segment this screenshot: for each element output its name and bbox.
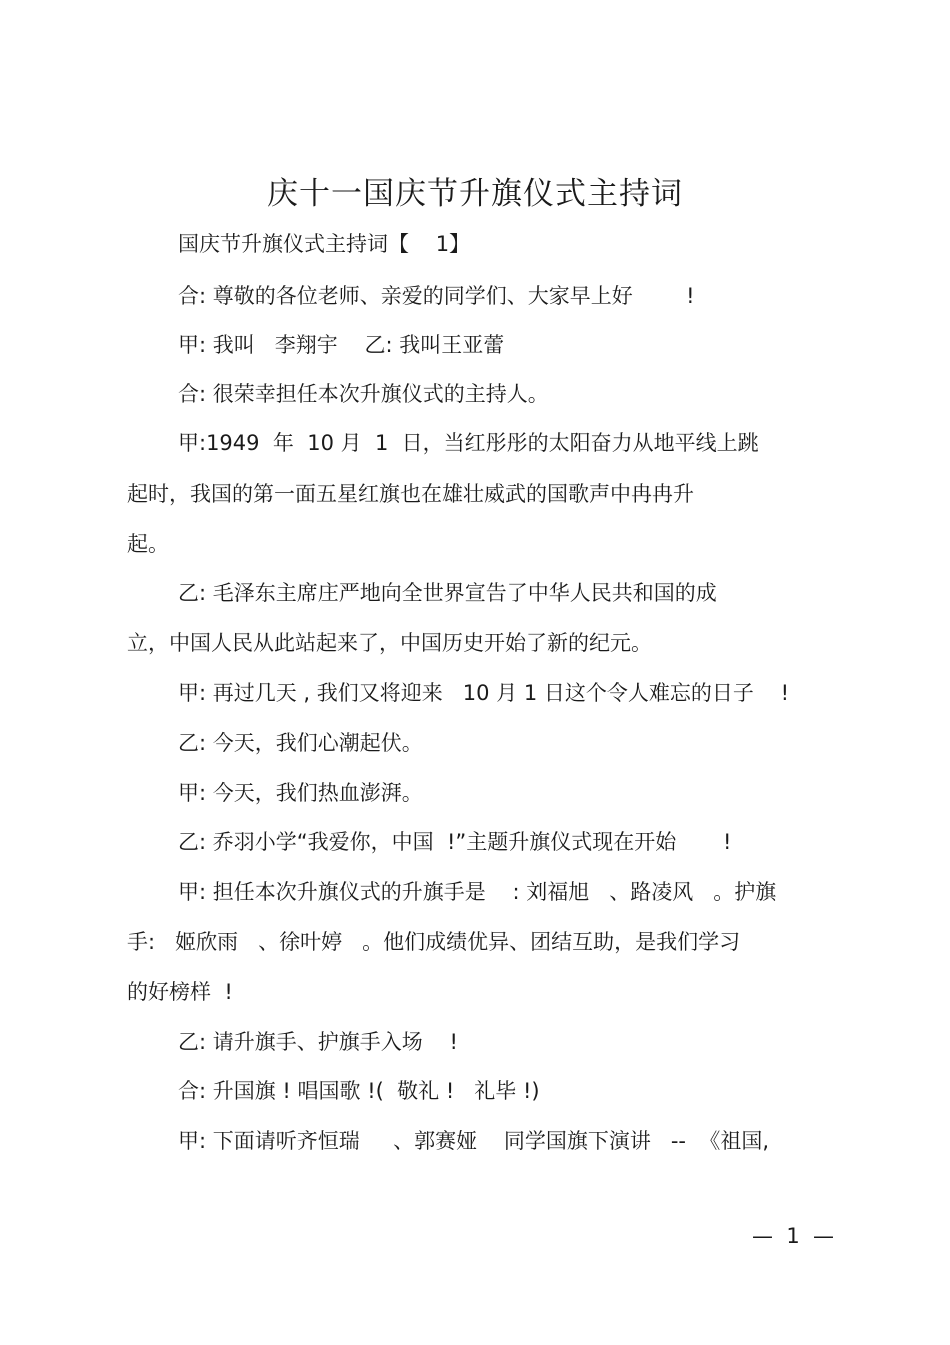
- paragraph-line: 甲: 再过几天 , 我们又将迎来 10 月 1 日这个令人难忘的日子 !: [178, 681, 790, 705]
- paragraph-line: 合: 尊敬的各位老师、亲爱的同学们、大家早上好 !: [178, 284, 695, 308]
- paragraph-line: 乙: 请升旗手、护旗手入场 !: [178, 1030, 458, 1054]
- paragraph-line: 甲:1949 年 10 月 1 日，当红彤彤的太阳奋力从地平线上跳: [178, 431, 759, 455]
- paragraph-line: 合: 升国旗 ! 唱国歌 !( 敬礼 ! 礼毕 !): [178, 1079, 540, 1103]
- paragraph-line: 甲: 今天，我们热血澎湃。: [178, 781, 423, 805]
- paragraph-line: 合: 很荣幸担任本次升旗仪式的主持人。: [178, 382, 549, 406]
- paragraph-line: 起。: [127, 532, 169, 556]
- paragraph-line: 甲: 担任本次升旗仪式的升旗手是 : 刘福旭 、路凌风 。护旗: [178, 880, 777, 904]
- paragraph-line: 立，中国人民从此站起来了，中国历史开始了新的纪元。: [127, 631, 652, 655]
- paragraph-line: 甲: 下面请听齐恒瑞 、郭赛娅 同学国旗下演讲 -- 《祖国,: [178, 1129, 770, 1153]
- paragraph-line: 乙: 今天，我们心潮起伏。: [178, 731, 423, 755]
- paragraph-line: 乙: 乔羽小学“我爱你，中国 !”主题升旗仪式现在开始 !: [178, 830, 732, 854]
- paragraph-line: 手: 姬欣雨 、徐叶婷 。他们成绩优异、团结互助，是我们学习: [127, 930, 741, 954]
- document-title: 庆十一国庆节升旗仪式主持词: [267, 176, 683, 212]
- paragraph-line: 甲: 我叫 李翔宇 乙: 我叫王亚蕾: [178, 333, 505, 357]
- paragraph-line: 乙: 毛泽东主席庄严地向全世界宣告了中华人民共和国的成: [178, 581, 717, 605]
- page-number: — 1 —: [752, 1224, 835, 1248]
- paragraph-line: 起时，我国的第一面五星红旗也在雄壮威武的国歌声中冉冉升: [127, 482, 694, 506]
- subtitle-line: 国庆节升旗仪式主持词【 1】: [178, 232, 471, 256]
- paragraph-line: 的好榜样 !: [127, 980, 233, 1004]
